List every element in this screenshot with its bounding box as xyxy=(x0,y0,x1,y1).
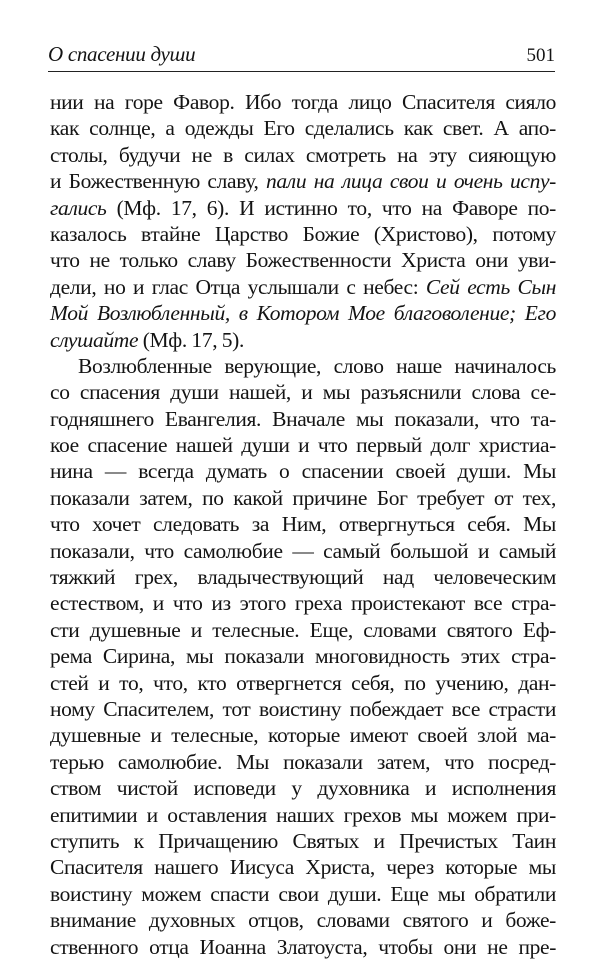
text-run: что не только славу Божественности Христа они уви- xyxy=(50,248,556,273)
italic-quote: гались xyxy=(50,195,107,220)
text-run: как солнце, а одежды Его сделались как свет. А апо- xyxy=(50,116,556,141)
text-line xyxy=(50,722,556,748)
text-line xyxy=(50,300,556,326)
text-line xyxy=(50,907,556,933)
text-run: епитимии и оставления наших грехов мы можем при- xyxy=(50,802,556,827)
text-line xyxy=(50,670,556,696)
text-run: казалось втайне Царство Божие (Христово), потому xyxy=(50,221,556,246)
text-run: кое спасение нашей души и что первый долг христиа- xyxy=(50,433,556,458)
text-line xyxy=(50,854,556,880)
text-run: душевные и телесные, которые имеют своей злой ма- xyxy=(50,723,556,748)
text-line xyxy=(50,406,556,432)
text-run: естеством, и что из этого греха проистекают все стра- xyxy=(50,591,556,616)
text-run: ственного отца Иоанна Златоуста, чтобы они не пре- xyxy=(50,934,556,959)
text-line xyxy=(50,643,556,669)
text-line xyxy=(50,881,556,907)
text-run: показали, что самолюбие — самый большой и самый xyxy=(50,538,556,563)
text-line xyxy=(50,142,556,168)
italic-quote: слушайте xyxy=(50,327,139,352)
text-line xyxy=(50,485,556,511)
text-line xyxy=(50,274,556,300)
text-line xyxy=(50,802,556,828)
text-run: тяжкий грех, владычествующий над человеческим xyxy=(50,565,556,590)
text-line xyxy=(50,590,556,616)
text-line xyxy=(50,221,556,247)
text-run: нии на горе Фавор. Ибо тогда лицо Спасителя сияло xyxy=(50,90,556,114)
text-line xyxy=(50,432,556,458)
italic-quote: пали на лица свои и очень испу- xyxy=(266,169,556,194)
text-run: со спасения души нашей, и мы разъяснили слова се- xyxy=(50,380,556,405)
text-line xyxy=(50,327,556,353)
text-run: (Мф. 17, 5). xyxy=(138,327,245,352)
text-run: внимание духовных отцов, словами святого и боже- xyxy=(50,908,556,933)
text-run: ступить к Причащению Святых и Пречистых Таин xyxy=(50,828,556,853)
italic-quote: Мой Возлюбленный, в Котором Мое благоволение; Его xyxy=(50,301,556,326)
text-line xyxy=(50,749,556,775)
text-line xyxy=(50,617,556,643)
text-line xyxy=(50,696,556,722)
text-run: ством чистой исповеди у духовника и исполнения xyxy=(50,776,556,801)
text-line xyxy=(50,934,556,960)
text-run: ному Спасителем, тот воистину побеждает все страсти xyxy=(50,696,556,721)
text-line xyxy=(50,247,556,273)
text-line xyxy=(50,168,556,194)
body-text xyxy=(50,89,556,960)
paragraph xyxy=(50,89,556,353)
text-line xyxy=(50,89,556,115)
text-run: дели, но и глас Отца услышали с небес: xyxy=(50,274,426,299)
running-header xyxy=(48,40,555,72)
text-line xyxy=(50,564,556,590)
text-run: (Мф. 17, 6). И истинно то, что на Фаворе по- xyxy=(106,195,556,220)
page-number: 501 xyxy=(526,45,555,66)
text-line xyxy=(50,195,556,221)
text-line xyxy=(50,379,556,405)
text-line xyxy=(50,458,556,484)
text-run: годняшнего Евангелия. Вначале мы показали, что та- xyxy=(50,406,556,431)
text-run: что хочет следовать за Ним, отвергнуться себя. Мы xyxy=(50,512,556,537)
text-run: нина — всегда думать о спасении своей души. Мы xyxy=(50,459,556,484)
text-run: Возлюбленные верующие, слово наше начиналось xyxy=(78,353,556,378)
text-line xyxy=(50,538,556,564)
text-line xyxy=(50,775,556,801)
text-run: Спасителя нашего Иисуса Христа, через которые мы xyxy=(50,855,556,880)
text-run: терью самолюбие. Мы показали затем, что посред- xyxy=(50,749,556,774)
text-line xyxy=(50,115,556,141)
text-run: сти душевные и телесные. Еще, словами святого Еф- xyxy=(50,617,556,642)
italic-quote: Сей есть Сын xyxy=(425,274,557,299)
paragraph xyxy=(50,353,556,960)
running-title: О спасении души xyxy=(48,42,196,66)
text-run: стей и то, что, кто отвергнется себя, по учению, дан- xyxy=(50,670,556,695)
text-run: воистину можем спасти свои души. Еще мы обратили xyxy=(50,881,556,906)
text-line xyxy=(50,511,556,537)
text-run: рема Сирина, мы показали многовидность этих стра- xyxy=(50,644,556,669)
text-run: показали затем, по какой причине Бог требует от тех, xyxy=(50,485,556,510)
text-run: и Божественную славу, xyxy=(50,169,266,194)
text-line xyxy=(50,353,556,379)
text-run: столы, будучи не в силах смотреть на эту сияющую xyxy=(50,142,556,167)
text-line xyxy=(50,828,556,854)
